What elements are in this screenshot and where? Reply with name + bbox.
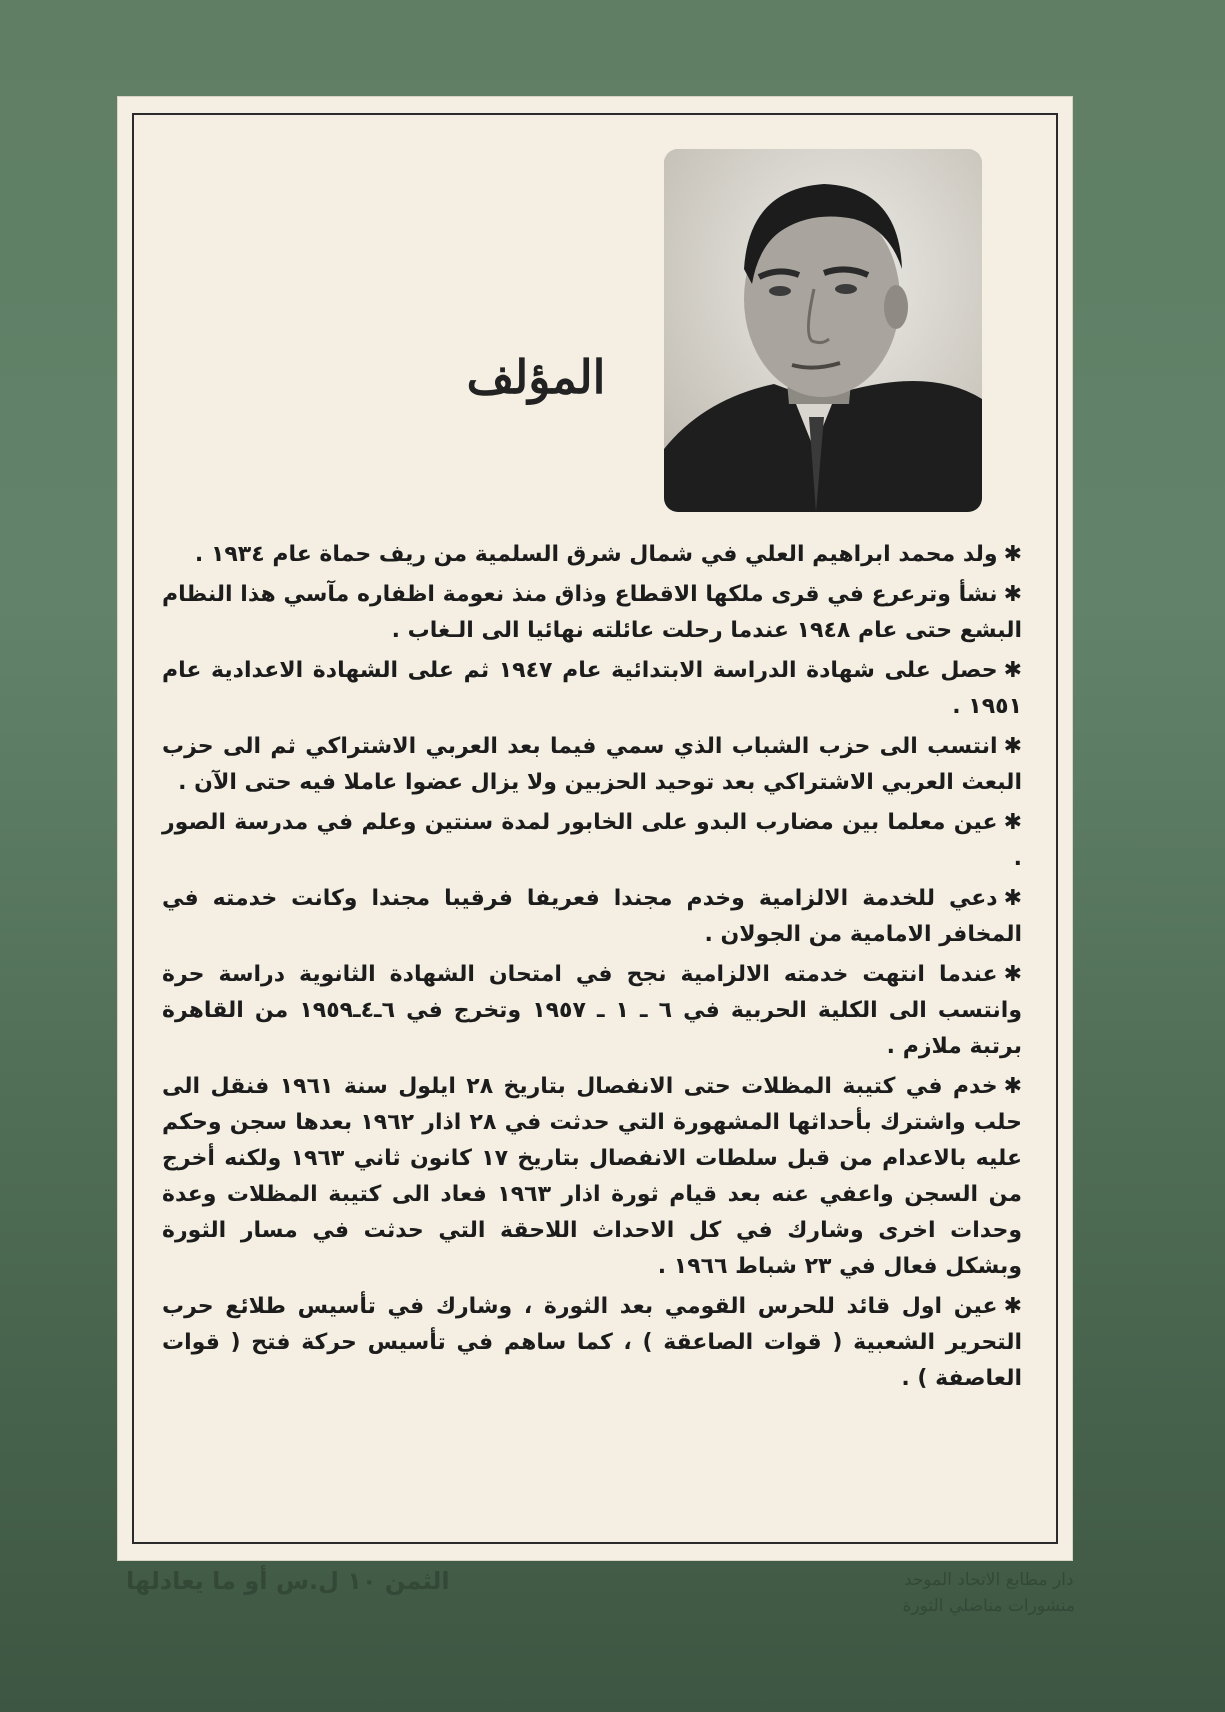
publisher-info xyxy=(902,1567,1075,1619)
portrait-photo-icon xyxy=(664,149,982,512)
bio-paragraph: ✱خدم في كتيبة المظلات حتى الانفصال بتاريخ ٢٨ ايلول سنة ١٩٦١ فنقل الى حلب واشترك بأحداثها المشهورة التي حدثت في ٢٨ اذار ١٩٦٢ بعدها سجن وحكم عليه بالاعدام من قبل سلطات الانفصال بتاريخ ١٧ كانون ثاني ١٩٦٣ ولكنه أخرج من السجن واعفي عنه بعد قيام ثورة اذار ١٩٦٣ فعاد الى كتيبة المظلات وعدة وحدات اخرى وشارك في كل الاحداث اللاحقة التي حدثت في مسار الثورة وبشكل فعال في ٢٣ شباط ١٩٦٦ . xyxy=(162,1074,1023,1279)
asterisk-icon: ✱ xyxy=(1003,582,1022,607)
bio-paragraph: ✱عندما انتهت خدمته الالزامية نجح في امتحان الشهادة الثانوية دراسة حرة وانتسب الى الكلية الحربية في ٦ ـ ١ ـ ١٩٥٧ وتخرج في ٦ـ٤ـ١٩٥٩ من القاهرة برتبة ملازم . xyxy=(162,962,1023,1059)
asterisk-icon: ✱ xyxy=(1003,658,1022,683)
bio-paragraph: ✱عين اول قائد للحرس القومي بعد الثورة ، وشارك في تأسيس طلائع حرب التحرير الشعبية ( قوات الصاعقة ) ، كما ساهم في تأسيس حركة فتح ( قوات العاصفة ) . xyxy=(162,1294,1022,1391)
asterisk-icon: ✱ xyxy=(1003,734,1022,759)
price-label: الثمن ١٠ ل.س أو ما يعادلها xyxy=(126,1567,450,1595)
asterisk-icon: ✱ xyxy=(1003,962,1022,987)
asterisk-icon: ✱ xyxy=(1003,542,1022,567)
biography-text xyxy=(162,537,1022,1401)
bio-paragraph: ✱عين معلما بين مضارب البدو على الخابور لمدة سنتين وعلم في مدرسة الصور . xyxy=(162,810,1022,871)
publisher-line: منشورات مناضلي الثورة xyxy=(902,1596,1075,1616)
asterisk-icon: ✱ xyxy=(1003,810,1022,835)
asterisk-icon: ✱ xyxy=(1003,1294,1022,1319)
asterisk-icon: ✱ xyxy=(1003,1074,1022,1099)
author-portrait xyxy=(664,149,982,512)
bio-paragraph: ✱ولد محمد ابراهيم العلي في شمال شرق السلمية من ريف حماة عام ١٩٣٤ . xyxy=(194,542,1022,567)
bio-paragraph: ✱دعي للخدمة الالزامية وخدم مجندا فعريفا فرقيبا مجندا وكانت خدمته في المخافر الامامية من الجولان . xyxy=(162,886,1022,947)
bio-paragraph: ✱نشأ وترعرع في قرى ملكها الاقطاع وذاق منذ نعومة اظفاره مآسي هذا النظام البشع حتى عام ١٩٤٨ عندما رحلت عائلته نهائيا الى الـغاب . xyxy=(162,582,1022,643)
bio-paragraph: ✱انتسب الى حزب الشباب الذي سمي فيما بعد العربي الاشتراكي ثم الى حزب البعث العربي الاشتراكي بعد توحيد الحزبين ولا يزال عضوا عاملا فيه حتى الآن . xyxy=(162,734,1022,795)
back-cover-page xyxy=(118,97,1072,1560)
publisher-line: دار مطابع الاتحاد الموحد xyxy=(903,1570,1074,1590)
asterisk-icon: ✱ xyxy=(1003,886,1022,911)
bio-paragraph: ✱حصل على شهادة الدراسة الابتدائية عام ١٩٤٧ ثم على الشهادة الاعدادية عام ١٩٥١ . xyxy=(162,658,1022,719)
page-title: المؤلف xyxy=(466,350,606,404)
